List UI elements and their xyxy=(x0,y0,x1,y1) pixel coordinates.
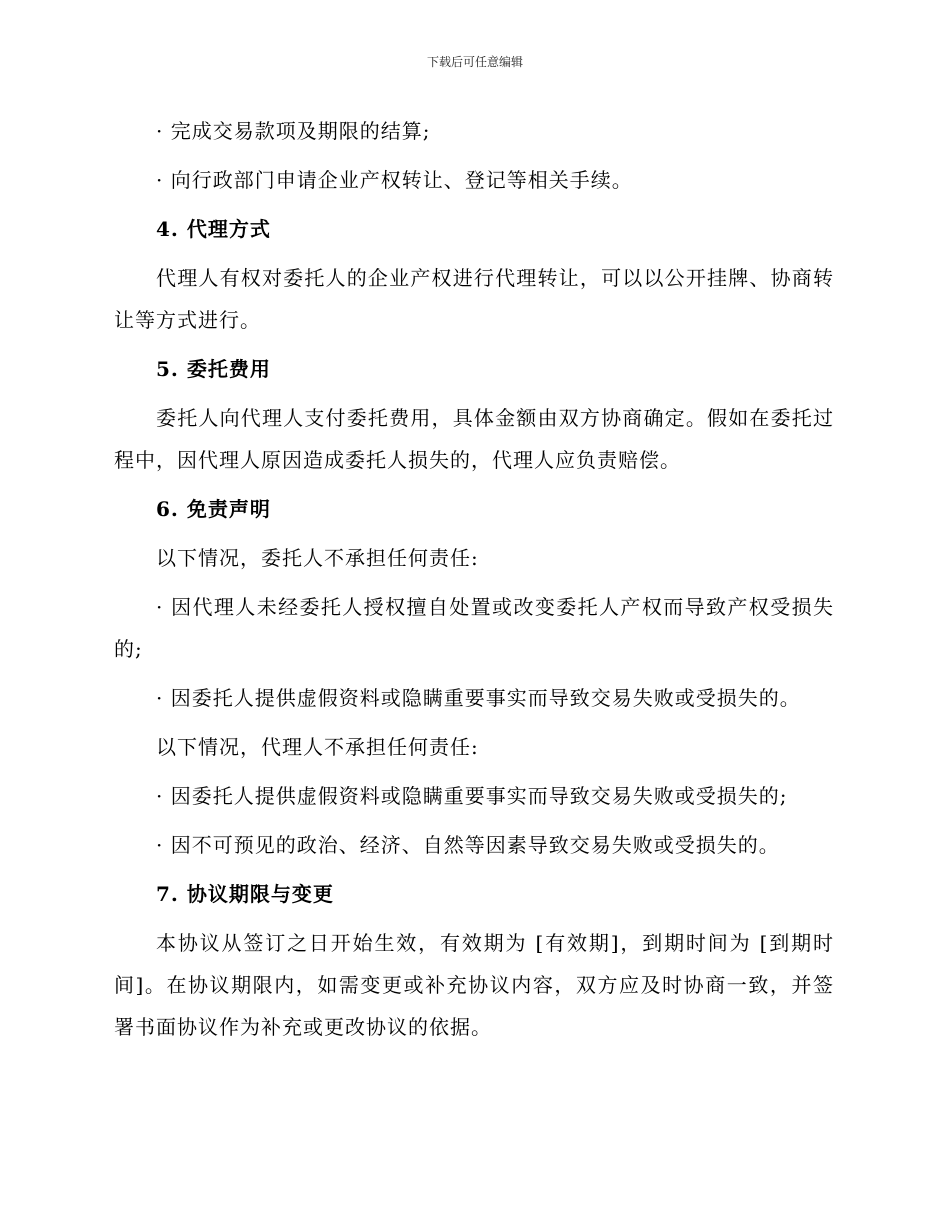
paragraph-fees: 委托人向代理人支付委托费用，具体金额由双方协商确定。假如在委托过程中，因代理人原因造成委托人损失的，代理人应负责赔偿。 xyxy=(114,406,834,472)
paragraph-principal-exemptions-intro: 以下情况，委托人不承担任何责任: xyxy=(156,546,479,570)
section-heading-disclaimer: 6. 免责声明 xyxy=(156,497,271,521)
section-heading-fees: 5. 委托费用 xyxy=(156,357,271,381)
bullet-false-info-agent: · 因委托人提供虚假资料或隐瞒重要事实而导致交易失败或受损失的; xyxy=(156,784,788,808)
section-heading-term-changes: 7. 协议期限与变更 xyxy=(156,882,334,906)
bullet-false-info-principal: · 因委托人提供虚假资料或隐瞒重要事实而导致交易失败或受损失的。 xyxy=(156,686,801,710)
paragraph-term-changes: 本协议从签订之日开始生效，有效期为 [有效期]，到期时间为 [到期时间]。在协议期限内，如需变更或补充协议内容，双方应及时协商一致，并签署书面协议作为补充或更改协议的依据。 xyxy=(114,931,834,1039)
bullet-force-majeure: · 因不可预见的政治、经济、自然等因素导致交易失败或受损失的。 xyxy=(156,833,780,857)
paragraph-agent-exemptions-intro: 以下情况，代理人不承担任何责任: xyxy=(156,735,479,759)
bullet-registration: · 向行政部门申请企业产权转让、登记等相关手续。 xyxy=(156,168,633,192)
page-header: 下载后可任意编辑 xyxy=(426,55,523,69)
paragraph-agency-method: 代理人有权对委托人的企业产权进行代理转让，可以以公开挂牌、协商转让等方式进行。 xyxy=(114,266,834,332)
bullet-settlement: · 完成交易款项及期限的结算; xyxy=(156,119,431,143)
section-heading-agency-method: 4. 代理方式 xyxy=(156,217,271,241)
bullet-unauthorized-disposal: · 因代理人未经委托人授权擅自处置或改变委托人产权而导致产权受损失的; xyxy=(114,595,834,661)
document-body xyxy=(114,110,834,1055)
